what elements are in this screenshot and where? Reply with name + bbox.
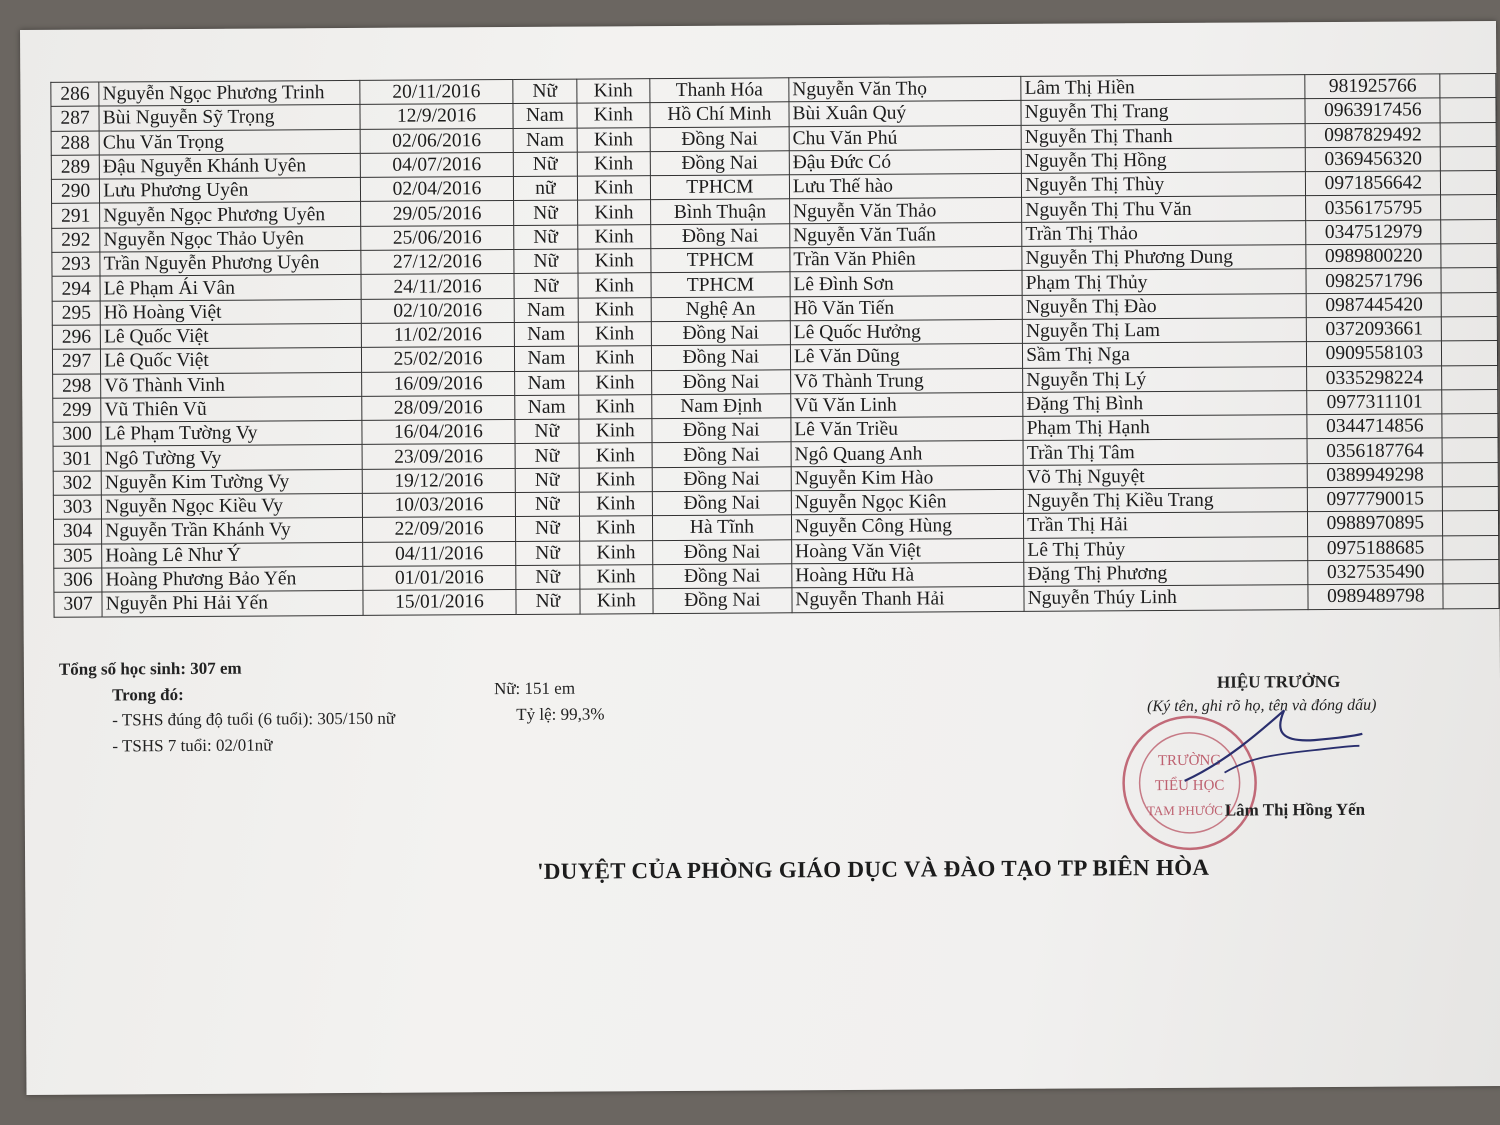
cell-stt: 287 <box>51 106 99 131</box>
cell-birthplace: Đồng Nai <box>652 467 791 492</box>
cell-phone: 0389949298 <box>1308 463 1443 488</box>
cell-phone: 0356187764 <box>1307 438 1442 463</box>
cell-dob: 15/01/2016 <box>363 590 516 615</box>
cell-ethnicity: Kinh <box>577 127 650 152</box>
cell-sex: Nữ <box>516 541 580 566</box>
cell-father: Lưu Thế hào <box>789 174 1021 200</box>
cell-father: Lê Đình Sơn <box>790 271 1022 297</box>
cell-birthplace: Hà Tĩnh <box>652 515 791 540</box>
cell-name: Đậu Nguyễn Khánh Uyên <box>99 153 360 179</box>
cell-mother: Trần Thị Tâm <box>1023 439 1307 465</box>
cell-mother: Sầm Thị Nga <box>1023 342 1307 368</box>
cell-ethnicity: Kinh <box>578 346 651 371</box>
age7-count: - TSHS 7 tuổi: 02/01nữ <box>112 735 273 756</box>
cell-name: Chu Văn Trọng <box>99 129 360 155</box>
cell-father: Nguyễn Kim Hào <box>791 465 1023 491</box>
cell-dob: 02/10/2016 <box>361 298 514 323</box>
cell-name: Nguyễn Trần Khánh Vy <box>102 518 363 544</box>
cell-empty <box>1440 98 1496 123</box>
cell-stt: 288 <box>51 131 99 156</box>
cell-stt: 297 <box>52 349 100 374</box>
cell-phone: 0988970895 <box>1308 511 1443 536</box>
cell-dob: 11/02/2016 <box>361 322 514 347</box>
cell-father: Vũ Văn Linh <box>791 392 1023 418</box>
cell-mother: Nguyễn Thị Kiều Trang <box>1024 488 1308 514</box>
cell-sex: Nữ <box>513 152 577 177</box>
cell-stt: 291 <box>52 204 100 229</box>
cell-ethnicity: Kinh <box>579 492 652 517</box>
cell-father: Bùi Xuân Quý <box>789 101 1021 127</box>
cell-sex: nữ <box>513 176 577 201</box>
cell-mother: Trần Thị Thảo <box>1022 220 1306 246</box>
cell-father: Nguyễn Văn Thảo <box>789 198 1021 224</box>
cell-stt: 294 <box>52 276 100 301</box>
cell-stt: 298 <box>53 374 101 399</box>
cell-sex: Nam <box>513 103 577 128</box>
cell-phone: 981925766 <box>1305 74 1440 99</box>
cell-ethnicity: Kinh <box>579 467 652 492</box>
cell-name: Nguyễn Ngọc Phương Trinh <box>99 80 360 106</box>
cell-father: Nguyễn Ngọc Kiên <box>791 489 1023 515</box>
cell-mother: Lê Thị Thủy <box>1024 536 1308 562</box>
cell-phone: 0982571796 <box>1306 268 1441 293</box>
cell-birthplace: Đồng Nai <box>652 442 791 467</box>
cell-dob: 10/03/2016 <box>362 493 515 518</box>
roster-body <box>51 73 1499 616</box>
cell-empty <box>1441 171 1497 196</box>
cell-stt: 290 <box>51 179 99 204</box>
cell-empty <box>1442 438 1498 463</box>
cell-dob: 25/06/2016 <box>361 225 514 250</box>
cell-birthplace: Đồng Nai <box>651 345 790 370</box>
cell-sex: Nam <box>514 322 578 347</box>
cell-stt: 305 <box>54 544 102 569</box>
cell-name: Hoàng Phương Bảo Yến <box>102 566 363 592</box>
principal-title: HIỆU TRƯỞNG <box>1216 671 1341 692</box>
cell-dob: 12/9/2016 <box>360 104 513 129</box>
cell-mother: Nguyễn Thị Thùy <box>1022 172 1306 198</box>
cell-father: Ngô Quang Anh <box>791 441 1023 467</box>
cell-name: Nguyễn Kim Tường Vy <box>101 469 362 495</box>
cell-mother: Nguyễn Thị Đào <box>1022 293 1306 319</box>
cell-mother: Đặng Thị Phương <box>1024 561 1308 587</box>
cell-dob: 25/02/2016 <box>361 347 514 372</box>
cell-phone: 0977311101 <box>1307 390 1442 415</box>
cell-empty <box>1440 73 1496 98</box>
cell-ethnicity: Kinh <box>579 516 652 541</box>
cell-name: Lê Quốc Việt <box>101 348 362 374</box>
cell-father: Nguyễn Thanh Hải <box>792 587 1024 613</box>
cell-mother: Nguyễn Thị Thu Văn <box>1022 196 1306 222</box>
cell-ethnicity: Kinh <box>579 565 652 590</box>
cell-dob: 04/07/2016 <box>360 152 513 177</box>
cell-name: Lê Phạm Ái Vân <box>100 275 361 301</box>
cell-dob: 01/01/2016 <box>363 565 516 590</box>
cell-sex: Nữ <box>514 273 578 298</box>
cell-phone: 0989489798 <box>1308 584 1443 609</box>
cell-father: Chu Văn Phú <box>789 125 1021 151</box>
signature-scribble-icon <box>1164 702 1365 793</box>
cell-empty <box>1442 389 1498 414</box>
cell-sex: Nữ <box>516 565 580 590</box>
cell-dob: 24/11/2016 <box>361 274 514 299</box>
cell-birthplace: Đồng Nai <box>652 418 791 443</box>
cell-mother: Nguyễn Thị Lý <box>1023 366 1307 392</box>
cell-mother: Võ Thị Nguyệt <box>1023 463 1307 489</box>
cell-dob: 04/11/2016 <box>363 541 516 566</box>
cell-stt: 300 <box>53 422 101 447</box>
cell-father: Lê Quốc Hưởng <box>790 319 1022 345</box>
cell-father: Nguyễn Công Hùng <box>791 514 1023 540</box>
cell-ethnicity: Kinh <box>579 540 652 565</box>
cell-phone: 0987445420 <box>1307 292 1442 317</box>
cell-birthplace: Đồng Nai <box>651 321 790 346</box>
cell-birthplace: Nam Định <box>652 394 791 419</box>
cell-phone: 0909558103 <box>1307 341 1442 366</box>
cell-sex: Nam <box>513 128 577 153</box>
cell-phone: 0369456320 <box>1306 147 1441 172</box>
cell-birthplace: Đồng Nai <box>653 588 792 613</box>
cell-father: Đậu Đức Có <box>789 149 1021 175</box>
cell-mother: Nguyễn Thị Phương Dung <box>1022 245 1306 271</box>
cell-phone: 0989800220 <box>1306 244 1441 269</box>
cell-sex: Nữ <box>515 444 579 469</box>
cell-stt: 307 <box>54 592 102 617</box>
total-students: Tổng số học sinh: 307 em <box>58 658 242 679</box>
cell-empty <box>1441 244 1497 269</box>
cell-phone: 0975188685 <box>1308 535 1443 560</box>
cell-name: Võ Thành Vinh <box>101 372 362 398</box>
among-label: Trong đó: <box>112 685 184 705</box>
cell-dob: 19/12/2016 <box>362 468 515 493</box>
cell-phone: 0372093661 <box>1307 317 1442 342</box>
cell-stt: 293 <box>52 252 100 277</box>
cell-father: Nguyễn Văn Thọ <box>789 76 1021 102</box>
cell-sex: Nữ <box>513 79 577 104</box>
cell-ethnicity: Kinh <box>578 297 651 322</box>
cell-name: Nguyễn Ngọc Kiều Vy <box>102 493 363 519</box>
cell-sex: Nữ <box>515 516 579 541</box>
cell-stt: 296 <box>52 325 100 350</box>
cell-sex: Nam <box>514 298 578 323</box>
document-page <box>20 21 1500 1095</box>
cell-dob: 27/12/2016 <box>361 250 514 275</box>
cell-empty <box>1440 122 1496 147</box>
cell-ethnicity: Kinh <box>579 419 652 444</box>
svg-text:TRƯỜNG: TRƯỜNG <box>1157 752 1222 770</box>
cell-sex: Nữ <box>516 589 580 614</box>
cell-ethnicity: Kinh <box>577 152 650 177</box>
cell-empty <box>1443 584 1499 609</box>
cell-stt: 286 <box>51 82 99 107</box>
cell-phone: 0987829492 <box>1305 122 1440 147</box>
cell-phone: 0971856642 <box>1306 171 1441 196</box>
cell-empty <box>1443 559 1499 584</box>
cell-sex: Nữ <box>514 225 578 250</box>
cell-dob: 20/11/2016 <box>360 79 513 104</box>
cell-ethnicity: Kinh <box>577 176 650 201</box>
cell-name: Vũ Thiên Vũ <box>101 396 362 422</box>
cell-empty <box>1442 365 1498 390</box>
cell-phone: 0327535490 <box>1308 560 1443 585</box>
cell-stt: 295 <box>52 301 100 326</box>
cell-birthplace: Thanh Hóa <box>650 78 789 103</box>
cell-father: Nguyễn Văn Tuấn <box>790 222 1022 248</box>
cell-empty <box>1441 195 1497 220</box>
cell-ethnicity: Kinh <box>578 273 651 298</box>
cell-birthplace: TPHCM <box>651 248 790 273</box>
svg-text:TIỂU HỌC: TIỂU HỌC <box>1154 777 1225 795</box>
cell-empty <box>1443 487 1499 512</box>
cell-birthplace: Đồng Nai <box>653 564 792 589</box>
cell-mother: Nguyễn Thúy Linh <box>1024 585 1308 611</box>
cell-birthplace: Đồng Nai <box>651 369 790 394</box>
cell-empty <box>1442 414 1498 439</box>
cell-empty <box>1441 268 1497 293</box>
cell-name: Bùi Nguyễn Sỹ Trọng <box>99 105 360 131</box>
cell-stt: 289 <box>51 155 99 180</box>
cell-mother: Trần Thị Hải <box>1024 512 1308 538</box>
cell-mother: Nguyễn Thị Hồng <box>1021 148 1305 174</box>
cell-dob: 29/05/2016 <box>361 201 514 226</box>
cell-ethnicity: Kinh <box>578 322 651 347</box>
cell-name: Trần Nguyễn Phương Uyên <box>100 251 361 277</box>
cell-father: Lê Văn Dũng <box>790 344 1022 370</box>
cell-phone: 0977790015 <box>1308 487 1443 512</box>
cell-birthplace: Đồng Nai <box>651 224 790 249</box>
cell-dob: 28/09/2016 <box>362 395 515 420</box>
cell-name: Lưu Phương Uyên <box>100 178 361 204</box>
cell-stt: 292 <box>52 228 100 253</box>
cell-sex: Nữ <box>515 468 579 493</box>
cell-name: Hồ Hoàng Việt <box>100 299 361 325</box>
cell-ethnicity: Kinh <box>579 443 652 468</box>
cell-phone: 0347512979 <box>1306 220 1441 245</box>
cell-empty <box>1442 462 1498 487</box>
cell-empty <box>1443 511 1499 536</box>
cell-stt: 306 <box>54 568 102 593</box>
cell-mother: Lâm Thị Hiền <box>1021 75 1305 101</box>
cell-ethnicity: Kinh <box>577 224 650 249</box>
cell-phone: 0356175795 <box>1306 195 1441 220</box>
cell-empty <box>1442 316 1498 341</box>
cell-empty <box>1442 341 1498 366</box>
cell-father: Trần Văn Phiên <box>790 246 1022 272</box>
cell-sex: Nữ <box>514 249 578 274</box>
cell-empty <box>1441 292 1497 317</box>
cell-birthplace: Đồng Nai <box>652 539 791 564</box>
cell-stt: 302 <box>53 471 101 496</box>
svg-text:TAM PHƯỚC 1: TAM PHƯỚC 1 <box>1146 802 1233 819</box>
cell-name: Ngô Tường Vy <box>101 445 362 471</box>
cell-empty <box>1441 146 1497 171</box>
cell-stt: 301 <box>53 446 101 471</box>
cell-mother: Đặng Thị Bình <box>1023 391 1307 417</box>
cell-father: Hoàng Văn Việt <box>792 538 1024 564</box>
correct-age-count: - TSHS đúng độ tuổi (6 tuổi): 305/150 nữ <box>112 708 396 730</box>
cell-father: Hồ Văn Tiến <box>790 295 1022 321</box>
signature-note: (Ký tên, ghi rõ họ, tên và đóng dấu) <box>1147 696 1377 716</box>
cell-dob: 23/09/2016 <box>362 444 515 469</box>
cell-father: Hoàng Hữu Hà <box>792 562 1024 588</box>
cell-sex: Nữ <box>515 419 579 444</box>
cell-stt: 299 <box>53 398 101 423</box>
cell-birthplace: Đồng Nai <box>650 126 789 151</box>
cell-ethnicity: Kinh <box>580 589 653 614</box>
cell-birthplace: Đồng Nai <box>652 491 791 516</box>
cell-sex: Nam <box>515 371 579 396</box>
cell-birthplace: Bình Thuận <box>650 199 789 224</box>
cell-ethnicity: Kinh <box>577 103 650 128</box>
cell-father: Lê Văn Triều <box>791 417 1023 443</box>
cell-phone: 0963917456 <box>1305 98 1440 123</box>
cell-birthplace: TPHCM <box>651 272 790 297</box>
cell-stt: 304 <box>53 519 101 544</box>
cell-birthplace: Hồ Chí Minh <box>650 102 789 127</box>
ratio: Tỷ lệ: 99,3% <box>516 704 605 724</box>
cell-birthplace: Nghệ An <box>651 296 790 321</box>
cell-mother: Phạm Thị Hạnh <box>1023 415 1307 441</box>
female-count: Nữ: 151 em <box>493 678 576 699</box>
cell-dob: 16/04/2016 <box>362 420 515 445</box>
cell-birthplace: TPHCM <box>650 175 789 200</box>
cell-name: Nguyễn Ngọc Thảo Uyên <box>100 226 361 252</box>
cell-name: Lê Quốc Việt <box>100 323 361 349</box>
cell-stt: 303 <box>53 495 101 520</box>
cell-mother: Nguyễn Thị Thanh <box>1021 123 1305 149</box>
cell-empty <box>1443 535 1499 560</box>
cell-phone: 0344714856 <box>1307 414 1442 439</box>
cell-name: Hoàng Lê Như Ý <box>102 542 363 568</box>
cell-sex: Nam <box>514 346 578 371</box>
cell-mother: Nguyễn Thị Lam <box>1022 318 1306 344</box>
approval-heading: 'DUYỆT CỦA PHÒNG GIÁO DỤC VÀ ĐÀO TẠO TP BIÊN HÒA <box>537 854 1210 884</box>
cell-name: Lê Phạm Tường Vy <box>101 421 362 447</box>
cell-father: Võ Thành Trung <box>790 368 1022 394</box>
cell-sex: Nữ <box>515 492 579 517</box>
cell-dob: 22/09/2016 <box>362 517 515 542</box>
cell-ethnicity: Kinh <box>577 79 650 104</box>
cell-birthplace: Đồng Nai <box>650 151 789 176</box>
cell-dob: 16/09/2016 <box>362 371 515 396</box>
student-roster-table <box>50 73 1499 617</box>
cell-dob: 02/04/2016 <box>360 177 513 202</box>
cell-name: Nguyễn Ngọc Phương Uyên <box>100 202 361 228</box>
cell-ethnicity: Kinh <box>578 249 651 274</box>
cell-ethnicity: Kinh <box>578 370 651 395</box>
cell-mother: Phạm Thị Thủy <box>1022 269 1306 295</box>
cell-empty <box>1441 219 1497 244</box>
cell-phone: 0335298224 <box>1307 365 1442 390</box>
cell-name: Nguyễn Phi Hải Yến <box>102 591 363 617</box>
principal-name: Lâm Thị Hồng Yến <box>1224 799 1366 820</box>
cell-ethnicity: Kinh <box>577 200 650 225</box>
cell-sex: Nữ <box>514 201 578 226</box>
cell-dob: 02/06/2016 <box>360 128 513 153</box>
cell-mother: Nguyễn Thị Trang <box>1021 99 1305 125</box>
cell-sex: Nam <box>515 395 579 420</box>
cell-ethnicity: Kinh <box>578 395 651 420</box>
